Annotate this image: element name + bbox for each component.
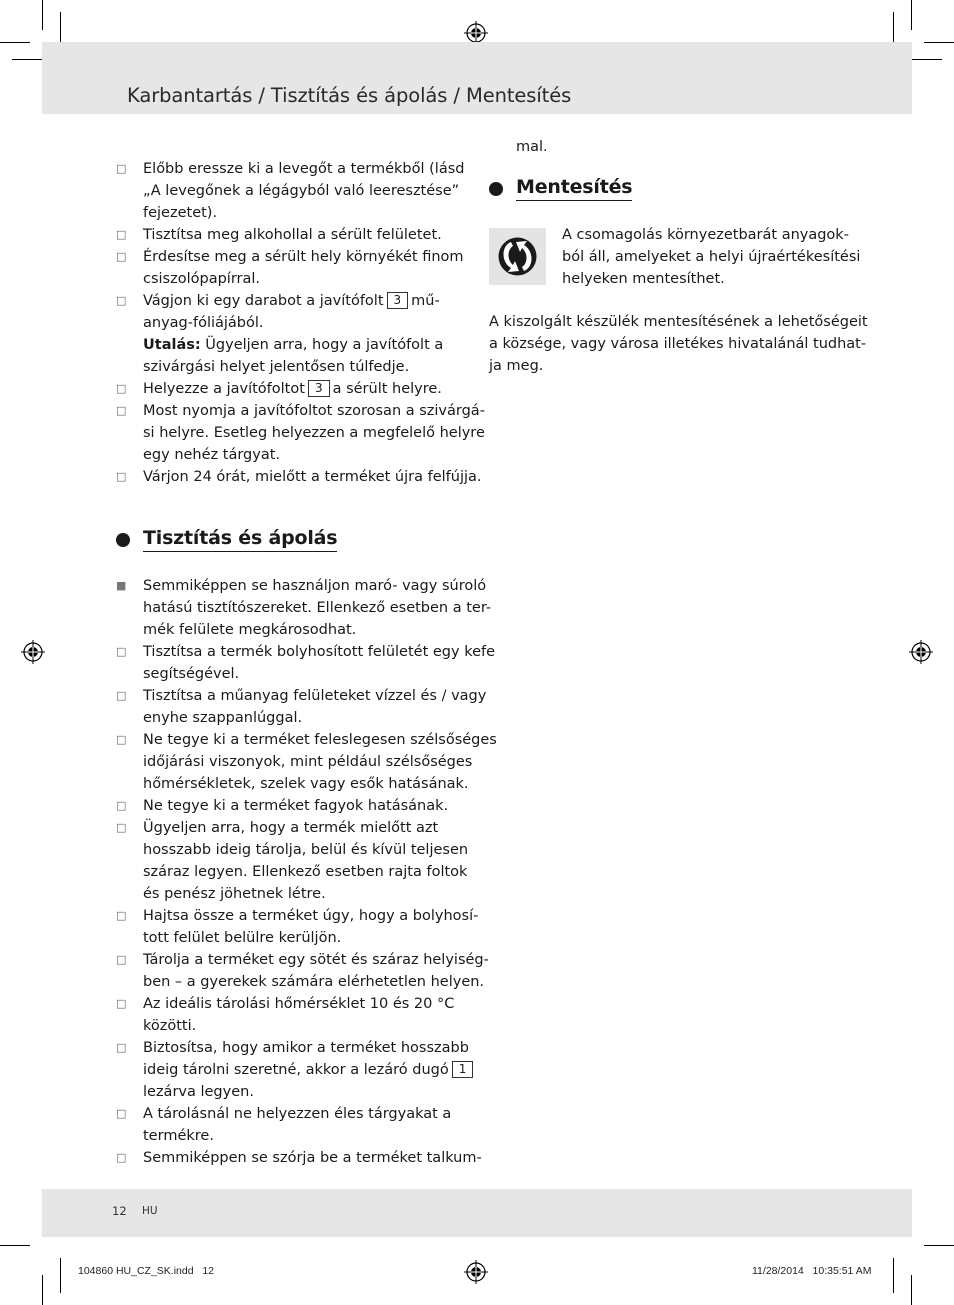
bullet-square-icon: □ <box>116 1041 127 1054</box>
crop-mark <box>911 1275 912 1305</box>
registration-mark-icon <box>908 639 934 665</box>
list-item: □ Az ideális tárolási hőmérséklet 10 és 20 °C közötti. <box>116 993 476 1037</box>
language-code: HU <box>142 1205 158 1217</box>
section-dot-icon <box>489 182 503 196</box>
bullet-square-icon: □ <box>116 799 127 812</box>
bullet-square-icon: □ <box>116 689 127 702</box>
bullet-square-icon: □ <box>116 645 127 658</box>
bullet-square-icon: □ <box>116 382 127 395</box>
bullet-filled-square-icon: ■ <box>116 579 127 592</box>
list-item: □ Helyezze a javítófoltot 3 a sérült helyre. <box>116 378 476 400</box>
bullet-square-icon: □ <box>116 162 127 175</box>
list-item: □ Semmiképpen se szórja be a terméket talkum- <box>116 1147 476 1169</box>
note-label: Utalás: <box>143 337 201 353</box>
note: Utalás: Ügyeljen arra, hogy a javítófolt a <box>143 337 444 353</box>
crop-mark <box>893 1258 894 1293</box>
footer-band <box>42 1189 912 1237</box>
bullet-square-icon: □ <box>116 953 127 966</box>
recycle-symbol-box <box>489 228 546 285</box>
cleaning-list <box>116 575 497 1169</box>
crop-mark <box>924 42 954 43</box>
bullet-square-icon: □ <box>116 997 127 1010</box>
list-item: □ Érdesítse meg a sérült hely környékét finom csiszolópapírral. <box>116 246 476 290</box>
bullet-square-icon: □ <box>116 821 127 834</box>
slug-file: 104860 HU_CZ_SK.indd 12 <box>78 1265 215 1277</box>
maintenance-list <box>116 158 485 488</box>
section-heading-disposal: Mentesítés <box>489 176 632 201</box>
recycle-icon <box>489 228 546 285</box>
list-item: □ Most nyomja a javítófoltot szorosan a szivárgá- si helyre. Esetleg helyezzen a megfelelő helyre egy nehéz tárgyat. <box>116 400 476 466</box>
list-item: □ Vágjon ki egy darabot a javítófolt 3 mű- anyag-fóliájából. Utalás: Ügyeljen arra, hogy a javítófolt a szivárgási helyet jelentősen túlfedje. <box>116 290 476 378</box>
list-item: □ Ne tegye ki a terméket fagyok hatásának. <box>116 795 476 817</box>
slug-date: 11/28/2014 10:35:51 AM <box>752 1265 872 1277</box>
device-disposal-text: A kiszolgált készülék mentesítésének a lehetőségeit a községe, vagy városa illetékes hivatalánál tudhat- ja meg. <box>489 314 868 374</box>
crop-mark <box>924 1245 954 1246</box>
registration-mark-icon <box>20 639 46 665</box>
bullet-square-icon: □ <box>116 470 127 483</box>
list-item: □ Tisztítsa meg alkohollal a sérült felületet. <box>116 224 476 246</box>
crop-mark <box>42 0 43 30</box>
part-number-box: 3 <box>308 380 330 397</box>
list-item: □ Tisztítsa a műanyag felületeket vízzel és / vagy enyhe szappanlúggal. <box>116 685 476 729</box>
list-item: □ Előbb eressze ki a levegőt a termékből (lásd „A levegőnek a légágyból való leeresztése” fejezetet). <box>116 158 476 224</box>
crop-mark <box>0 42 30 43</box>
list-item: □ Ügyeljen arra, hogy a termék mielőtt azt hosszabb ideig tárolja, belül és kívül teljesen száraz legyen. Ellenkező esetben rajta foltok és penész jöhetnek létre. <box>116 817 476 905</box>
part-number-box: 3 <box>387 292 409 309</box>
list-item: □ Tisztítsa a termék bolyhosított felületét egy kefe segítségével. <box>116 641 476 685</box>
list-item: □ Várjon 24 órát, mielőtt a terméket újra felfújja. <box>116 466 476 488</box>
list-item: ■ Semmiképpen se használjon maró- vagy súroló hatású tisztítószereket. Ellenkező esetben a ter- mék felülete megkárosodhat. <box>116 575 476 641</box>
packaging-text: A csomagolás környezetbarát anyagok- ból áll, amelyeket a helyi újraértékesítési helyeken mentesíthet. <box>562 227 861 287</box>
crop-mark <box>911 0 912 30</box>
crop-mark <box>60 1258 61 1293</box>
crop-mark <box>42 1275 43 1305</box>
bullet-square-icon: □ <box>116 1107 127 1120</box>
bullet-square-icon: □ <box>116 733 127 746</box>
page-title: Karbantartás / Tisztítás és ápolás / Mentesítés <box>127 84 572 107</box>
bullet-square-icon: □ <box>116 228 127 241</box>
list-item: □ Ne tegye ki a terméket feleslegesen szélsőséges időjárási viszonyok, mint például szélsőséges hőmérsékletek, szelek vagy esők hatásának. <box>116 729 476 795</box>
section-dot-icon <box>116 533 130 547</box>
bullet-square-icon: □ <box>116 404 127 417</box>
bullet-square-icon: □ <box>116 250 127 263</box>
page-number: 12 <box>112 1204 127 1218</box>
registration-mark-icon <box>463 1259 489 1285</box>
list-item: □ A tárolásnál ne helyezzen éles tárgyakat a termékre. <box>116 1103 476 1147</box>
part-number-box: 1 <box>452 1061 474 1078</box>
section-heading-cleaning: Tisztítás és ápolás <box>116 527 337 552</box>
bullet-square-icon: □ <box>116 909 127 922</box>
crop-mark <box>907 59 942 60</box>
bullet-square-icon: □ <box>116 1151 127 1164</box>
list-item: □ Biztosítsa, hogy amikor a terméket hosszabb ideig tárolni szeretné, akkor a lezáró dugó 1 lezárva legyen. <box>116 1037 476 1103</box>
list-item: □ Tárolja a terméket egy sötét és száraz helyiség- ben – a gyerekek számára elérhetetlen helyen. <box>116 949 476 993</box>
continuation-text: mal. <box>516 139 548 155</box>
bullet-square-icon: □ <box>116 294 127 307</box>
list-item: □ Hajtsa össze a terméket úgy, hogy a bolyhosí- tott felület belülre kerüljön. <box>116 905 476 949</box>
